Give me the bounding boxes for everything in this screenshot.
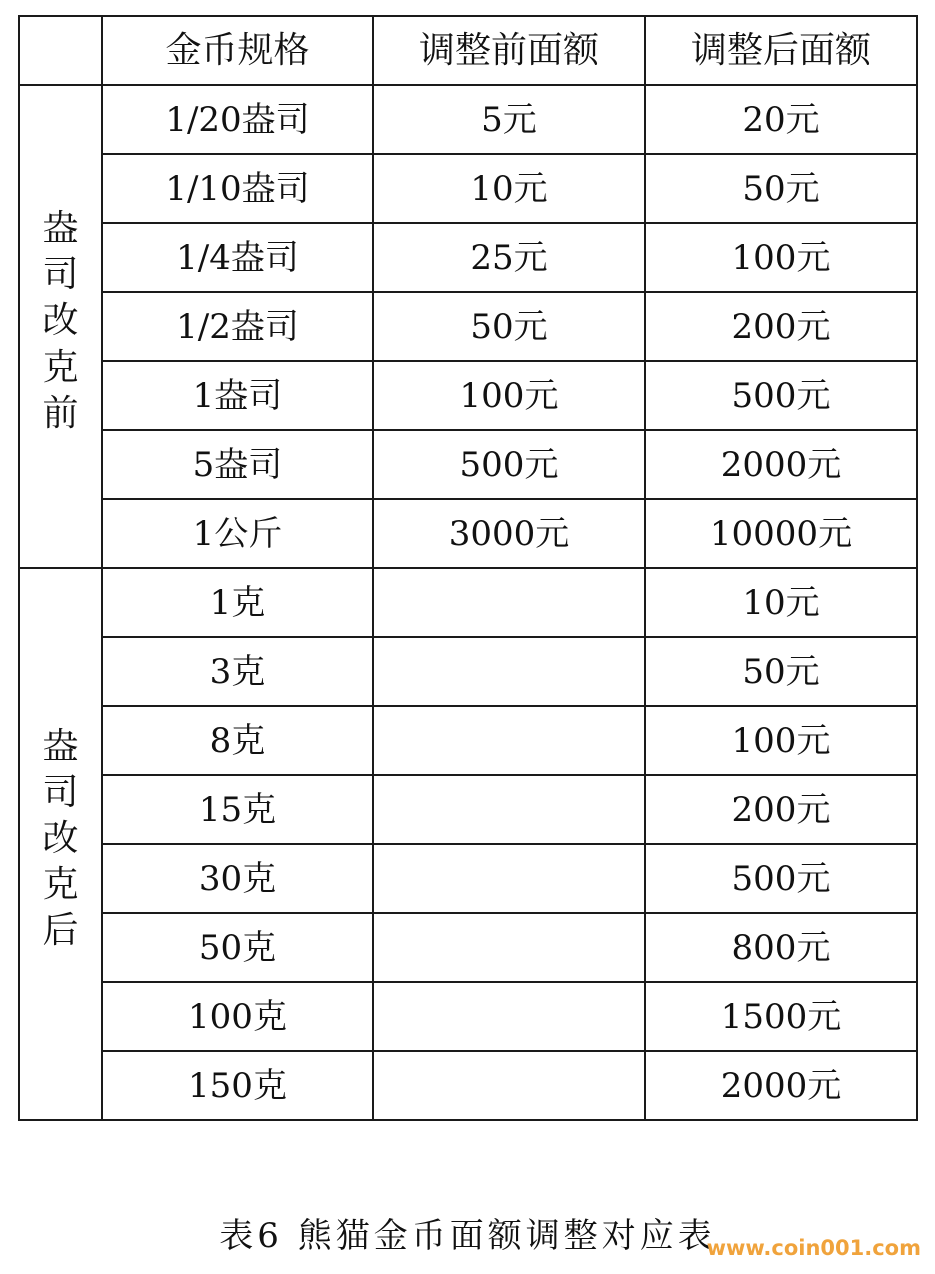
before-value-cell bbox=[373, 913, 645, 982]
watermark-logo: www.coin001.com bbox=[706, 1236, 921, 1260]
spec-cell: 1克 bbox=[102, 568, 373, 637]
after-value-cell: 200元 bbox=[645, 775, 917, 844]
spec-cell: 1公斤 bbox=[102, 499, 373, 568]
spec-cell: 1/2盎司 bbox=[102, 292, 373, 361]
after-value-cell: 100元 bbox=[645, 223, 917, 292]
before-value-cell bbox=[373, 844, 645, 913]
group-label: 盎司改克前 bbox=[42, 208, 79, 434]
gold-coin-denomination-table bbox=[18, 15, 918, 1121]
table-row bbox=[19, 499, 917, 568]
after-value-cell: 50元 bbox=[645, 154, 917, 223]
spec-cell: 1盎司 bbox=[102, 361, 373, 430]
table-row bbox=[19, 844, 917, 913]
table-row bbox=[19, 1051, 917, 1120]
after-value-cell: 200元 bbox=[645, 292, 917, 361]
header-row bbox=[19, 16, 917, 85]
spec-cell: 1/4盎司 bbox=[102, 223, 373, 292]
spec-cell: 50克 bbox=[102, 913, 373, 982]
header-cell-after: 调整后面额 bbox=[645, 16, 917, 85]
after-value-cell: 2000元 bbox=[645, 430, 917, 499]
after-value-cell: 500元 bbox=[645, 844, 917, 913]
spec-cell: 3克 bbox=[102, 637, 373, 706]
after-value-cell: 50元 bbox=[645, 637, 917, 706]
table-row bbox=[19, 154, 917, 223]
group-label: 盎司改克后 bbox=[42, 725, 79, 952]
after-value-cell: 20元 bbox=[645, 85, 917, 154]
header-cell-corner bbox=[19, 16, 102, 85]
before-value-cell bbox=[373, 706, 645, 775]
before-value-cell bbox=[373, 637, 645, 706]
table-row bbox=[19, 637, 917, 706]
table-row bbox=[19, 913, 917, 982]
after-value-cell: 100元 bbox=[645, 706, 917, 775]
after-value-cell: 500元 bbox=[645, 361, 917, 430]
table-row bbox=[19, 775, 917, 844]
before-value-cell: 3000元 bbox=[373, 499, 645, 568]
spec-cell: 15克 bbox=[102, 775, 373, 844]
before-value-cell: 25元 bbox=[373, 223, 645, 292]
before-value-cell: 10元 bbox=[373, 154, 645, 223]
spec-cell: 100克 bbox=[102, 982, 373, 1051]
table-row bbox=[19, 223, 917, 292]
before-value-cell: 500元 bbox=[373, 430, 645, 499]
before-value-cell bbox=[373, 982, 645, 1051]
spec-cell: 1/10盎司 bbox=[102, 154, 373, 223]
table-row bbox=[19, 292, 917, 361]
after-value-cell: 1500元 bbox=[645, 982, 917, 1051]
spec-cell: 30克 bbox=[102, 844, 373, 913]
before-value-cell bbox=[373, 775, 645, 844]
after-value-cell: 10000元 bbox=[645, 499, 917, 568]
group-label-cell bbox=[19, 85, 102, 568]
spec-cell: 5盎司 bbox=[102, 430, 373, 499]
table-row bbox=[19, 568, 917, 637]
before-value-cell bbox=[373, 568, 645, 637]
spec-cell: 8克 bbox=[102, 706, 373, 775]
table-row bbox=[19, 430, 917, 499]
before-value-cell: 50元 bbox=[373, 292, 645, 361]
after-value-cell: 10元 bbox=[645, 568, 917, 637]
before-value-cell bbox=[373, 1051, 645, 1120]
table-row bbox=[19, 982, 917, 1051]
table-caption: 表6 熊猫金币面额调整对应表 bbox=[219, 1216, 716, 1256]
header-cell-spec: 金币规格 bbox=[102, 16, 373, 85]
after-value-cell: 2000元 bbox=[645, 1051, 917, 1120]
before-value-cell: 100元 bbox=[373, 361, 645, 430]
before-value-cell: 5元 bbox=[373, 85, 645, 154]
table-row bbox=[19, 361, 917, 430]
table-body bbox=[19, 16, 917, 1120]
after-value-cell: 800元 bbox=[645, 913, 917, 982]
group-label-cell bbox=[19, 568, 102, 1120]
header-cell-before: 调整前面额 bbox=[373, 16, 645, 85]
table-row bbox=[19, 85, 917, 154]
spec-cell: 1/20盎司 bbox=[102, 85, 373, 154]
spec-cell: 150克 bbox=[102, 1051, 373, 1120]
table-row bbox=[19, 706, 917, 775]
